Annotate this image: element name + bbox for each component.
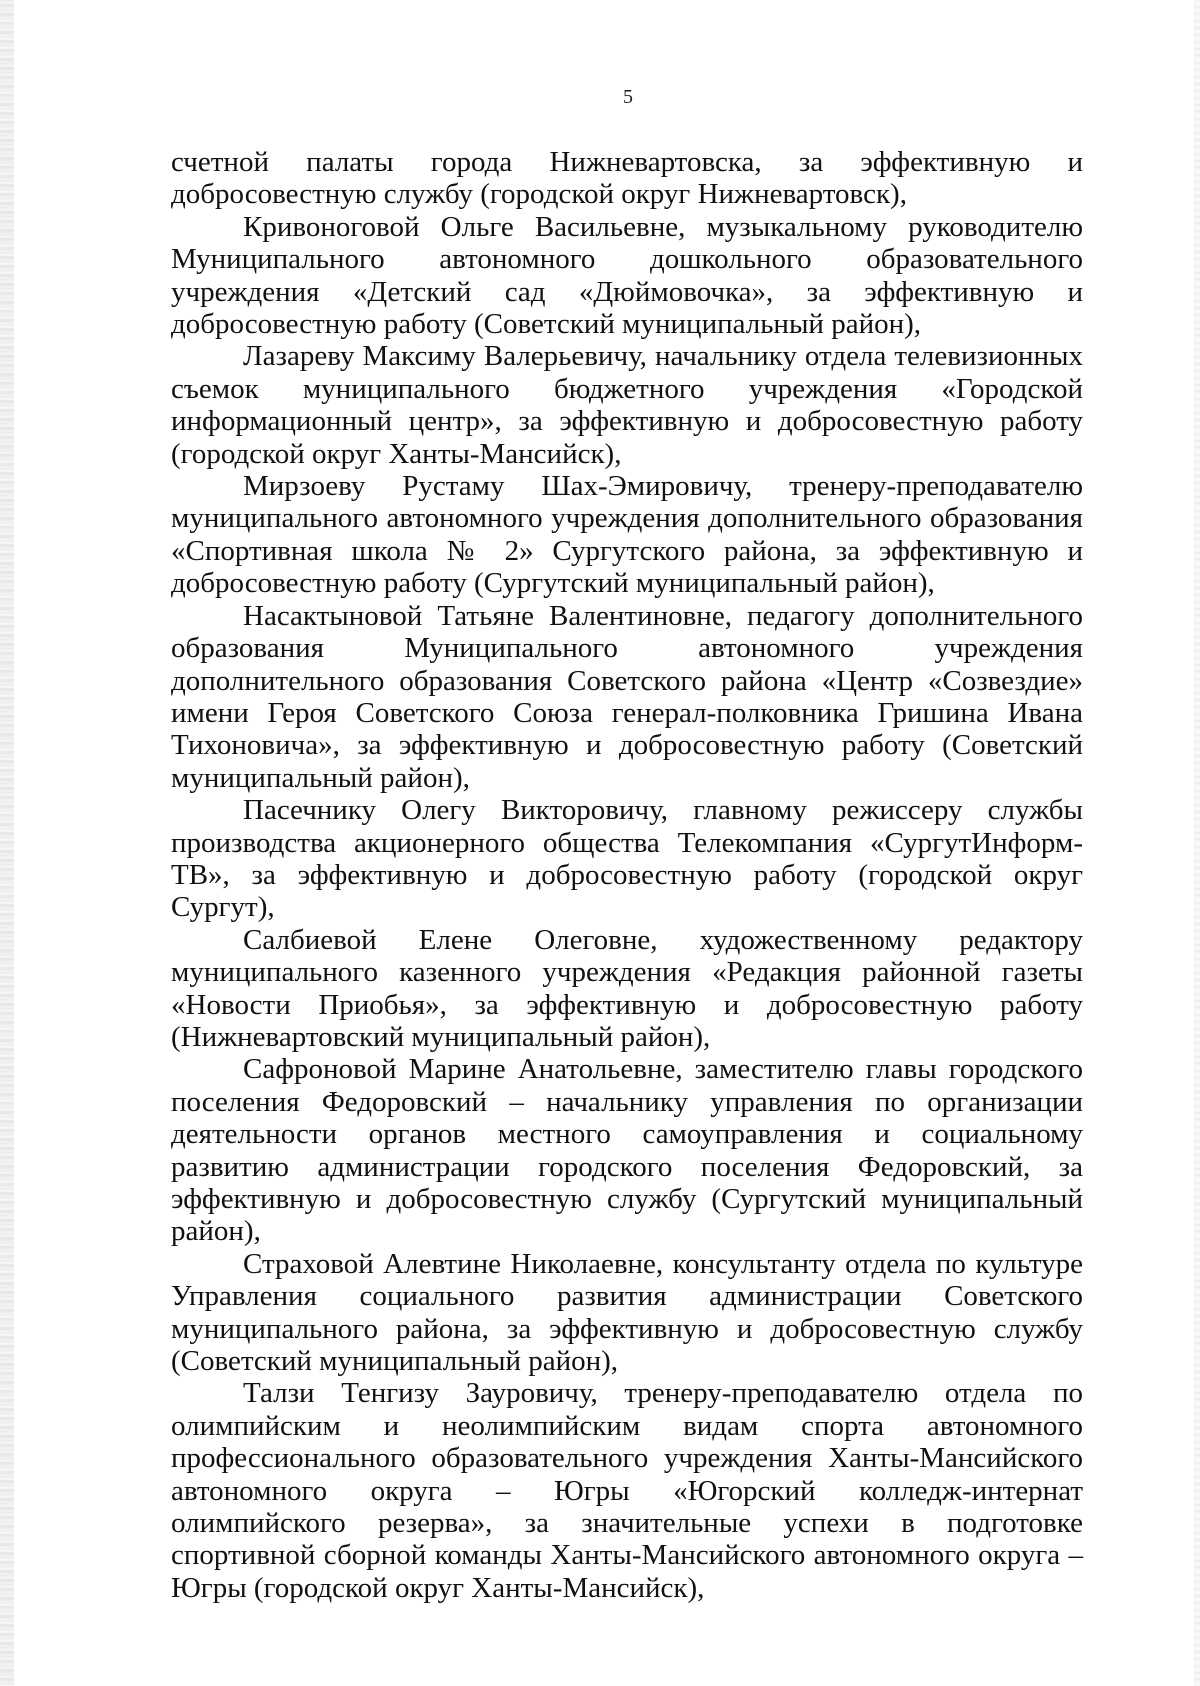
page-number: 5 bbox=[623, 86, 633, 108]
award-paragraph: Кривоноговой Ольге Васильевне, музыкальному руководителю Муниципального автономного дошкольного образовательного учреждения «Детский сад «Дюймовочка», за эффективную и добросовестную работу (Советский муниципальный район), bbox=[171, 210, 1083, 341]
award-paragraph: Мирзоеву Рустаму Шах-Эмировичу, тренеру-преподавателю муниципального автономного учреждения дополнительного образования «Спортивная школа № 2» Сургутского района, за эффективную и добросовестную работу (Сургутский муниципальный район), bbox=[171, 470, 1083, 600]
award-paragraph: Салбиевой Елене Олеговне, художественному редактору муниципального казенного учреждения «Редакция районной газеты «Новости Приобья», за эффективную и добросовестную работу (Нижневартовский муниципальный район), bbox=[171, 923, 1083, 1053]
award-paragraph: Сафроновой Марине Анатольевне, заместителю главы городского поселения Федоровский – начальнику управления по организации деятельности органов местного самоуправления и социальному развитию администрации городского поселения Федоровский, за эффективную и добросовестную службу (Сургутский муниципальный район), bbox=[171, 1053, 1083, 1248]
scan-edge-right bbox=[1194, 0, 1200, 1686]
award-paragraph: Страховой Алевтине Николаевне, консультанту отдела по культуре Управления социального развития администрации Советского муниципального района, за эффективную и добросовестную службу (Советский муниципальный район), bbox=[171, 1247, 1083, 1378]
award-paragraph: Насактыновой Татьяне Валентиновне, педагогу дополнительного образования Муниципального автономного учреждения дополнительного образования Советского района «Центр «Созвездие» имени Героя Советского Союза генерал-полковника Гришина Ивана Тихоновича», за эффективную и добросовестную работу (Советский муниципальный район), bbox=[171, 599, 1083, 794]
scan-edge-left bbox=[0, 0, 14, 1686]
document-body bbox=[171, 146, 1083, 1604]
award-paragraph: Лазареву Максиму Валерьевичу, начальнику отдела телевизионных съемок муниципального бюджетного учреждения «Городской информационный центр», за эффективную и добросовестную работу (городской округ Ханты-Мансийск), bbox=[171, 340, 1083, 470]
award-paragraph: Пасечнику Олегу Викторовичу, главному режиссеру службы производства акционерного общества Телекомпания «СургутИнформ-ТВ», за эффективную и добросовестную работу (городской округ Сургут), bbox=[171, 794, 1083, 924]
paragraph-continuation: счетной палаты города Нижневартовска, за эффективную и добросовестную службу (городской округ Нижневартовск), bbox=[171, 146, 1083, 211]
award-paragraph: Талзи Тенгизу Зауровичу, тренеру-преподавателю отдела по олимпийским и неолимпийским видам спорта автономного профессионального образовательного учреждения Ханты-Мансийского автономного округа – Югры «Югорский колледж-интернат олимпийского резерва», за значительные успехи в подготовке спортивной сборной команды Ханты-Мансийского автономного округа – Югры (городской округ Ханты-Мансийск), bbox=[171, 1377, 1083, 1604]
